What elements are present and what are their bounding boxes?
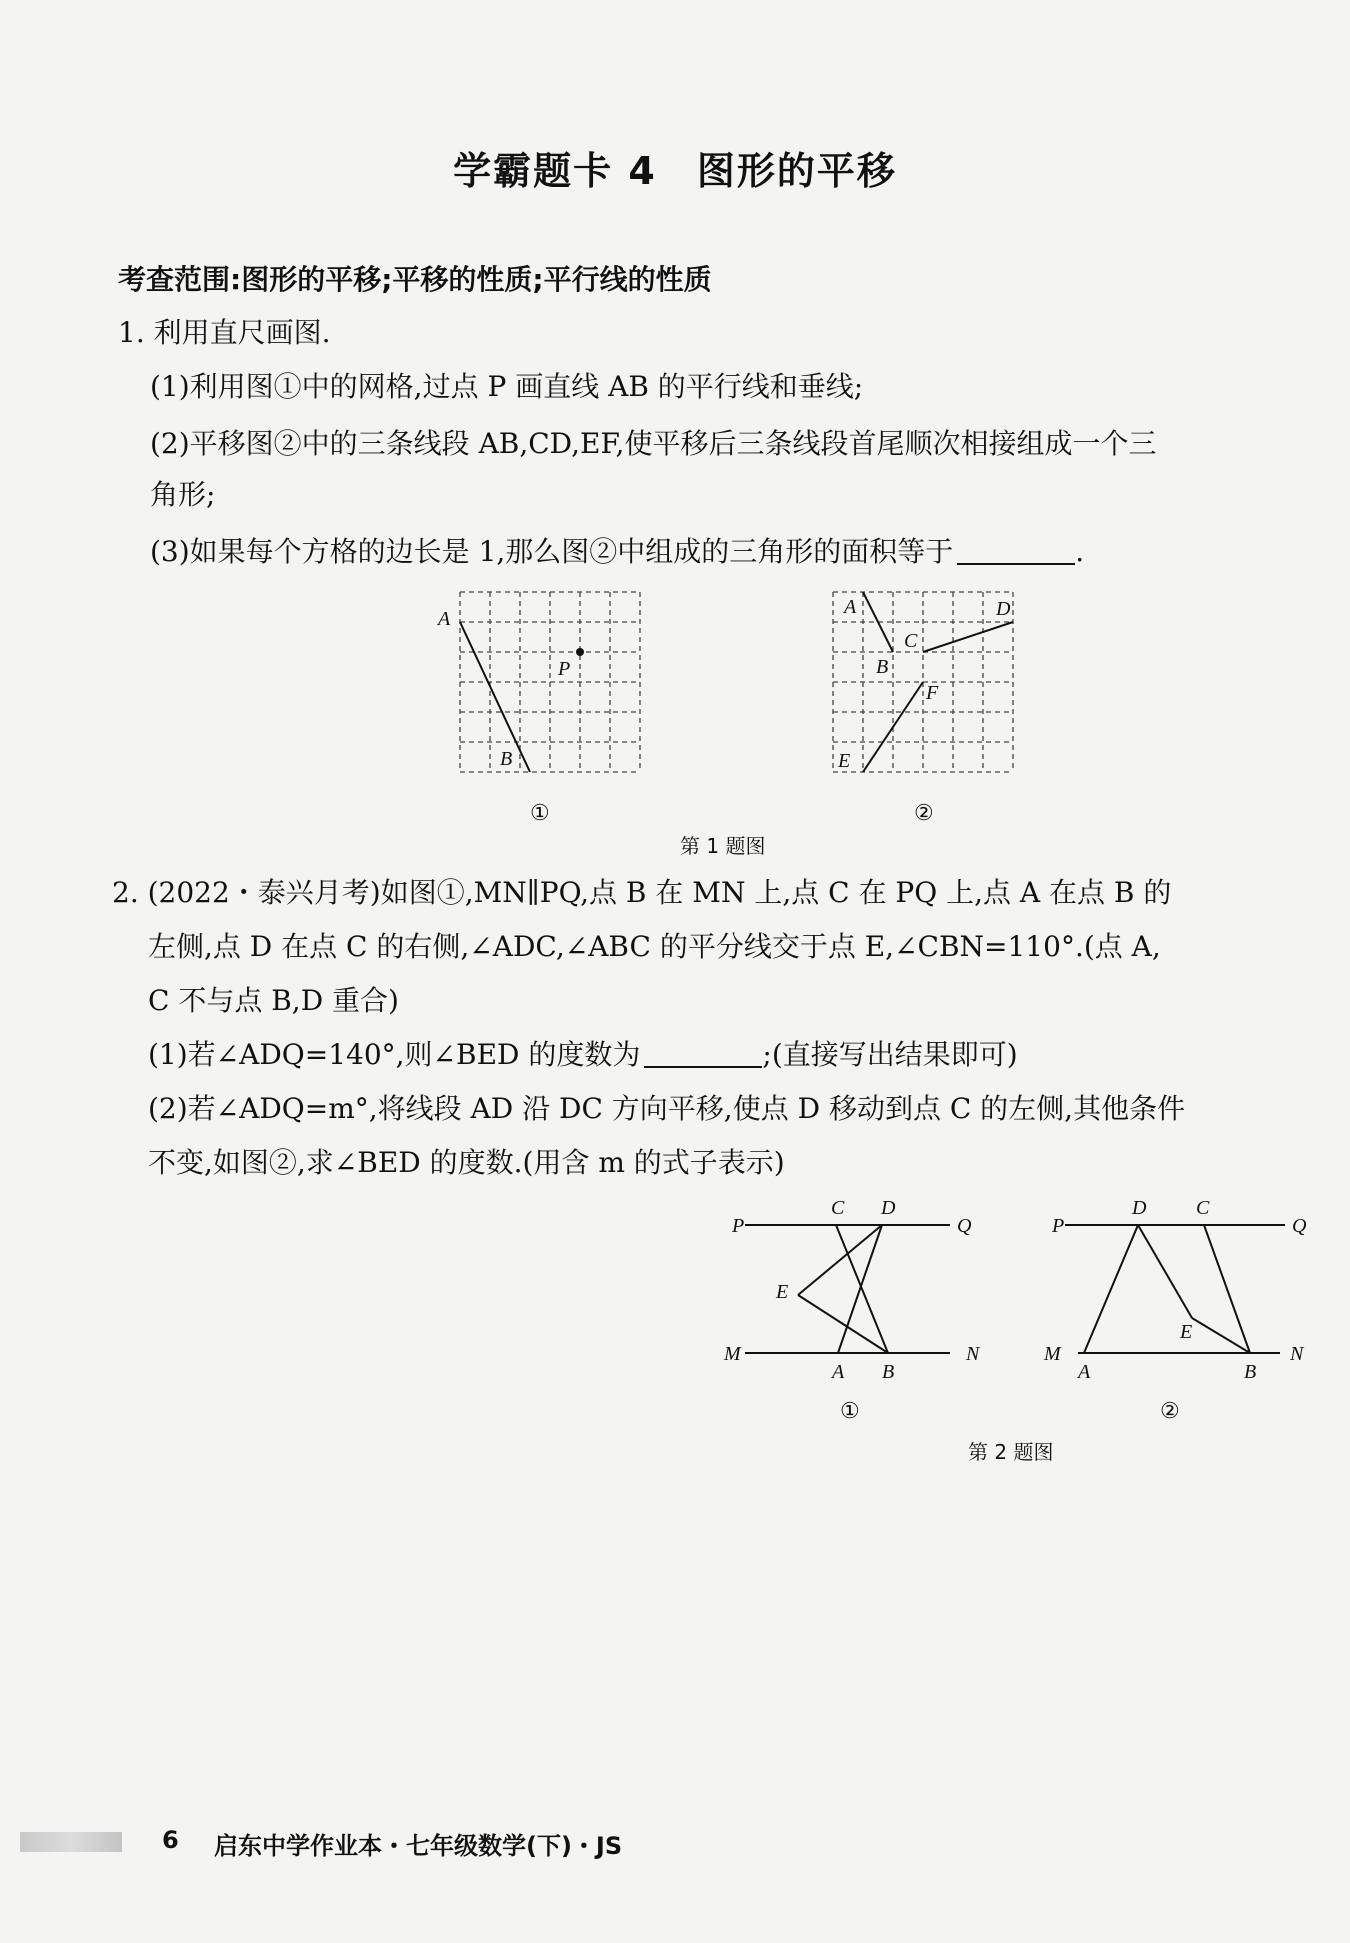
q1-part1: (1)利用图①中的网格,过点 P 画直线 AB 的平行线和垂线; <box>150 370 864 403</box>
q1-part2-line1: (2)平移图②中的三条线段 AB,CD,EF,使平移后三条线段首尾顺次相接组成一个三 <box>150 427 1157 460</box>
q1-part3-end: . <box>1075 535 1085 568</box>
exam-scope: 考查范围:图形的平移;平移的性质;平行线的性质 <box>118 263 712 296</box>
point-p <box>576 648 584 656</box>
q1-figure-2 <box>820 585 1050 835</box>
label-a: A <box>438 608 451 630</box>
label-q: Q <box>1292 1215 1307 1237</box>
figure-number: ② <box>1160 1398 1180 1423</box>
q1-part3-text: (3)如果每个方格的边长是 1,那么图②中组成的三角形的面积等于 <box>150 535 954 568</box>
q2-line1: 2. (2022・泰兴月考)如图①,MN∥PQ,点 B 在 MN 上,点 C 在 PQ 上,点 A 在点 B 的 <box>112 876 1172 909</box>
label-b: B <box>1244 1361 1257 1383</box>
q1-part3 <box>150 535 1084 569</box>
label-a: A <box>1078 1361 1091 1383</box>
label-a: A <box>832 1361 845 1383</box>
footer-bar <box>20 1832 122 1852</box>
figure-segments <box>1084 1225 1250 1353</box>
label-b: B <box>876 656 889 678</box>
q2-part2-line2: 不变,如图②,求∠BED 的度数.(用含 m 的式子表示) <box>148 1146 785 1179</box>
segment-ab <box>460 622 530 772</box>
label-c: C <box>1196 1197 1210 1219</box>
q2-line3: C 不与点 B,D 重合) <box>148 984 399 1017</box>
label-c: C <box>831 1197 845 1219</box>
label-f: F <box>926 682 939 704</box>
q2-part1 <box>148 1038 1018 1072</box>
label-p: P <box>1052 1215 1065 1237</box>
q2-part2-line1: (2)若∠ADQ=m°,将线段 AD 沿 DC 方向平移,使点 D 移动到点 C 的左侧,其他条件 <box>148 1092 1186 1125</box>
label-p: P <box>732 1215 745 1237</box>
page-title: 学霸题卡 4 图形的平移 <box>453 149 897 193</box>
label-e: E <box>1180 1321 1193 1343</box>
q2-figure-1 <box>720 1190 990 1430</box>
figure-number: ② <box>914 800 934 825</box>
answer-blank[interactable] <box>644 1040 762 1068</box>
page-number: 6 <box>162 1826 179 1854</box>
label-b: B <box>882 1361 895 1383</box>
label-c: C <box>904 630 918 652</box>
q1-caption: 第 1 题图 <box>680 834 766 858</box>
figure-segments <box>798 1225 888 1353</box>
label-m: M <box>1044 1343 1061 1365</box>
q1-part2-line2: 角形; <box>150 478 216 511</box>
q2-part1-text: (1)若∠ADQ=140°,则∠BED 的度数为 <box>148 1038 641 1071</box>
label-d: D <box>996 598 1011 620</box>
label-d: D <box>881 1197 896 1219</box>
label-m: M <box>724 1343 741 1365</box>
q1-stem: 1. 利用直尺画图. <box>118 316 331 349</box>
segment-cd <box>923 622 1013 652</box>
label-b: B <box>500 748 513 770</box>
answer-blank[interactable] <box>957 537 1075 565</box>
q1-figure-1 <box>430 585 660 835</box>
label-q: Q <box>957 1215 972 1237</box>
figure-number: ① <box>840 1398 860 1423</box>
label-e: E <box>838 750 851 772</box>
label-e: E <box>776 1281 789 1303</box>
label-n: N <box>1290 1343 1304 1365</box>
q2-figure-2 <box>1040 1190 1320 1430</box>
label-p: P <box>558 658 571 680</box>
book-title: 启东中学作业本・七年级数学(下)・JS <box>214 1832 623 1860</box>
q2-caption: 第 2 题图 <box>968 1440 1054 1464</box>
label-d: D <box>1132 1197 1147 1219</box>
label-a: A <box>844 596 857 618</box>
q2-part1-end: ;(直接写出结果即可) <box>762 1038 1018 1071</box>
figure-number: ① <box>530 800 550 825</box>
q2-line2: 左侧,点 D 在点 C 的右侧,∠ADC,∠ABC 的平分线交于点 E,∠CBN=110°.(点 A, <box>148 930 1161 963</box>
label-n: N <box>966 1343 980 1365</box>
